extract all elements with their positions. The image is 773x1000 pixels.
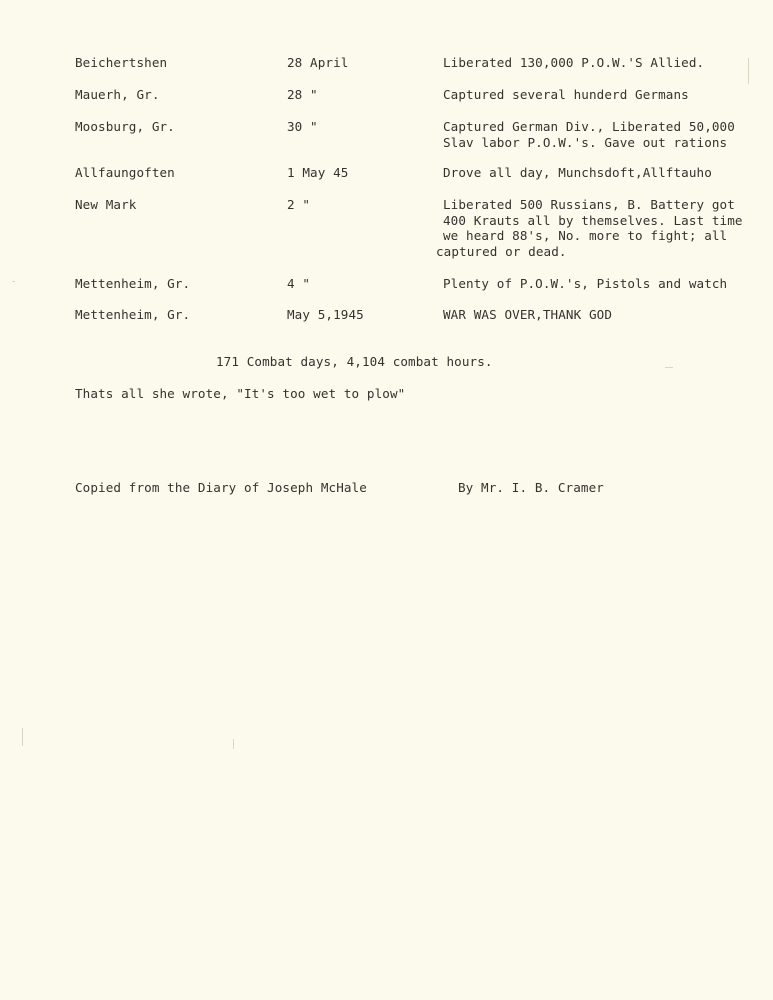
entry-place: Moosburg, Gr. — [75, 119, 175, 134]
entry-event — [443, 119, 763, 150]
entry-place: Mauerh, Gr. — [75, 87, 160, 102]
entry-place: Mettenheim, Gr. — [75, 276, 191, 291]
paper-mark — [233, 739, 234, 749]
byline: By Mr. I. B. Cramer — [458, 480, 604, 495]
source-note: Copied from the Diary of Joseph McHale — [75, 480, 367, 495]
entry-event-line: Drove all day, Munchsdoft,Allftauho — [443, 165, 712, 180]
entry-event-line: Slav labor P.O.W.'s. Gave out rations — [443, 134, 728, 150]
entry-event-line: Liberated 130,000 P.O.W.'S Allied. — [443, 55, 705, 70]
entry-event-line: Plenty of P.O.W.'s, Pistols and watch — [443, 276, 728, 291]
paper-mark — [12, 281, 15, 282]
entry-date: May 5,1945 — [287, 307, 364, 322]
paper-mark — [665, 367, 673, 368]
entry-date: 4 " — [287, 276, 311, 291]
entry-event — [443, 55, 763, 71]
entry-event-line: WAR WAS OVER,THANK GOD — [443, 307, 613, 322]
entry-date: 30 " — [287, 119, 318, 134]
entry-place: Allfaungoften — [75, 165, 175, 180]
entry-event-line: we heard 88's, No. more to fight; all — [443, 228, 728, 243]
paper-mark — [22, 728, 23, 746]
entry-place: Mettenheim, Gr. — [75, 307, 191, 322]
paper-mark — [748, 58, 749, 84]
entry-event — [443, 87, 763, 103]
entry-place: New Mark — [75, 197, 137, 212]
combat-summary: 171 Combat days, 4,104 combat hours. — [216, 354, 493, 369]
entry-date: 2 " — [287, 197, 311, 212]
entry-event — [443, 276, 763, 292]
entry-event — [436, 197, 763, 259]
entry-date: 1 May 45 — [287, 165, 349, 180]
entry-event-line: Captured several hunderd Germans — [443, 87, 689, 102]
entry-date: 28 April — [287, 55, 349, 70]
entry-event-line: Liberated 500 Russians, B. Battery got — [443, 197, 735, 212]
closing-quote: Thats all she wrote, "It's too wet to plow" — [75, 386, 406, 401]
entry-event — [443, 165, 763, 181]
entry-place: Beichertshen — [75, 55, 168, 70]
entry-date: 28 " — [287, 87, 318, 102]
entry-event-line: captured or dead. — [436, 243, 567, 259]
entry-event — [443, 307, 763, 323]
entry-event-line: Captured German Div., Liberated 50,000 — [443, 119, 735, 134]
entry-event-line: 400 Krauts all by themselves. Last time — [443, 212, 743, 228]
